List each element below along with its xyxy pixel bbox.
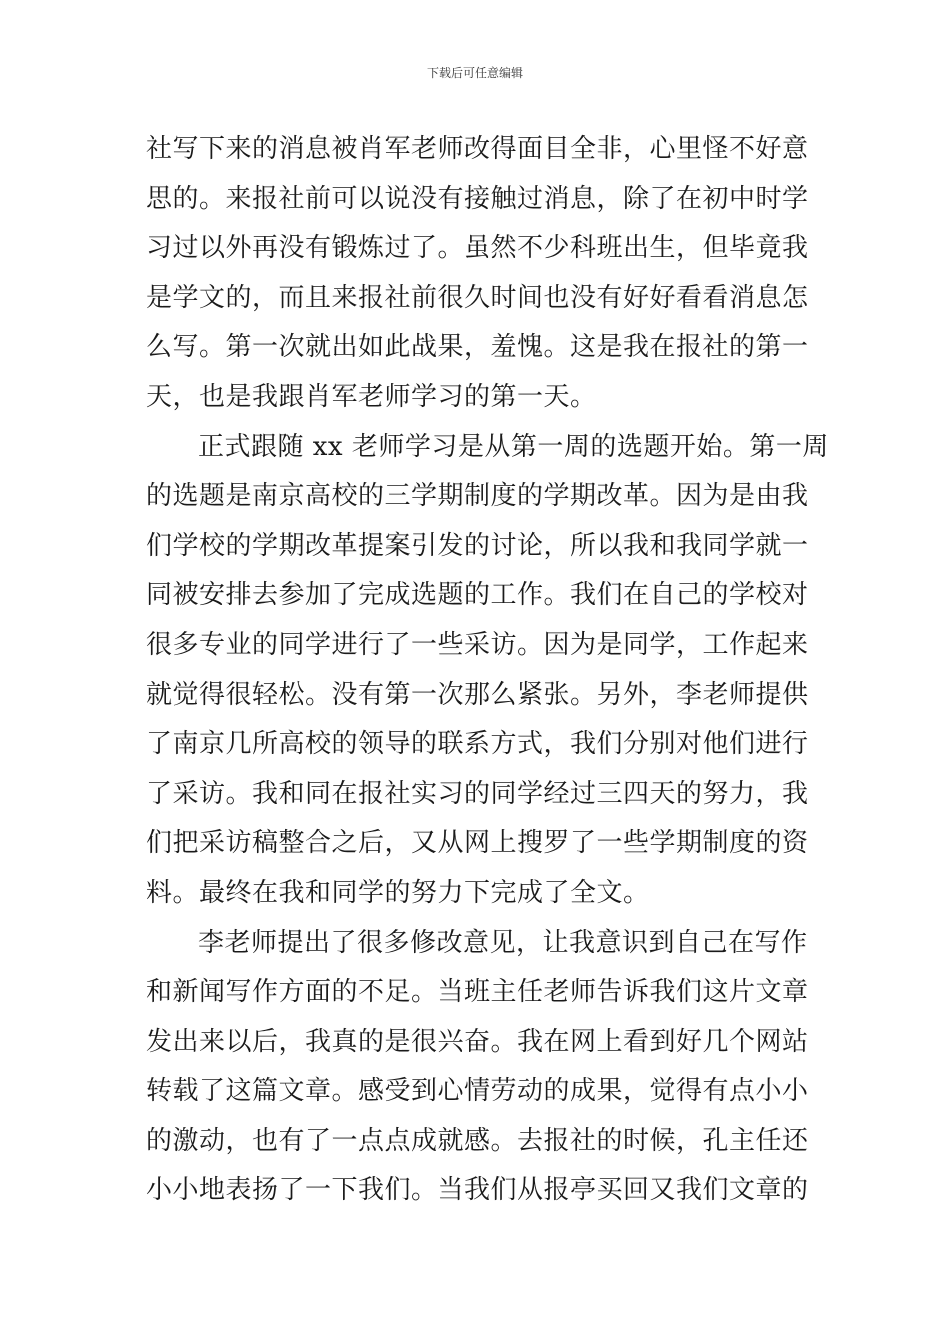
- text-line: 就觉得很轻松。没有第一次那么紧张。另外，李老师提供: [146, 679, 809, 710]
- text-line: 天，也是我跟肖军老师学习的第一天。: [146, 381, 597, 412]
- text-line: 小小地表扬了一下我们。当我们从报亭买回又我们文章的: [146, 1175, 809, 1206]
- text-line: 社写下来的消息被肖军老师改得面目全非，心里怪不好意: [146, 134, 809, 164]
- text-line: 很多专业的同学进行了一些采访。因为是同学，工作起来: [146, 629, 809, 660]
- text-line: 了南京几所高校的领导的联系方式，我们分别对他们进行: [146, 729, 809, 760]
- text-line: 的激动，也有了一点点成就感。去报社的时候，孔主任还: [146, 1125, 809, 1156]
- text-line: 们把采访稿整合之后，又从网上搜罗了一些学期制度的资: [146, 828, 809, 859]
- text-line: 料。最终在我和同学的努力下完成了全文。: [146, 877, 650, 908]
- text-line: 转载了这篇文章。感受到心情劳动的成果，觉得有点小小: [146, 1076, 809, 1107]
- text-line: 是学文的，而且来报社前很久时间也没有好好看看消息怎: [146, 282, 809, 313]
- text-line: 了采访。我和同在报社实习的同学经过三四天的努力，我: [146, 778, 809, 809]
- paragraph-first-line: 李老师提出了很多修改意见，让我意识到自己在写作: [198, 927, 808, 958]
- text-line: 同被安排去参加了完成选题的工作。我们在自己的学校对: [146, 580, 809, 611]
- text-line: 和新闻写作方面的不足。当班主任老师告诉我们这片文章: [146, 977, 809, 1008]
- document-body: [146, 125, 829, 1216]
- text-line: 的选题是南京高校的三学期制度的学期改革。因为是由我: [146, 481, 809, 512]
- text-line: 们学校的学期改革提案引发的讨论，所以我和我同学就一: [146, 530, 809, 561]
- text-line: 么写。第一次就出如此战果，羞愧。这是我在报社的第一: [146, 332, 809, 363]
- text-line: 思的。来报社前可以说没有接触过消息，除了在初中时学: [146, 183, 809, 214]
- text-line: 发出来以后，我真的是很兴奋。我在网上看到好几个网站: [146, 1026, 809, 1057]
- paragraph-first-line: 正式跟随 xx 老师学习是从第一周的选题开始。第一周: [198, 431, 829, 462]
- page-header: 下载后可任意编辑: [426, 66, 523, 80]
- text-line: 习过以外再没有锻炼过了。虽然不少科班出生，但毕竟我: [146, 233, 809, 264]
